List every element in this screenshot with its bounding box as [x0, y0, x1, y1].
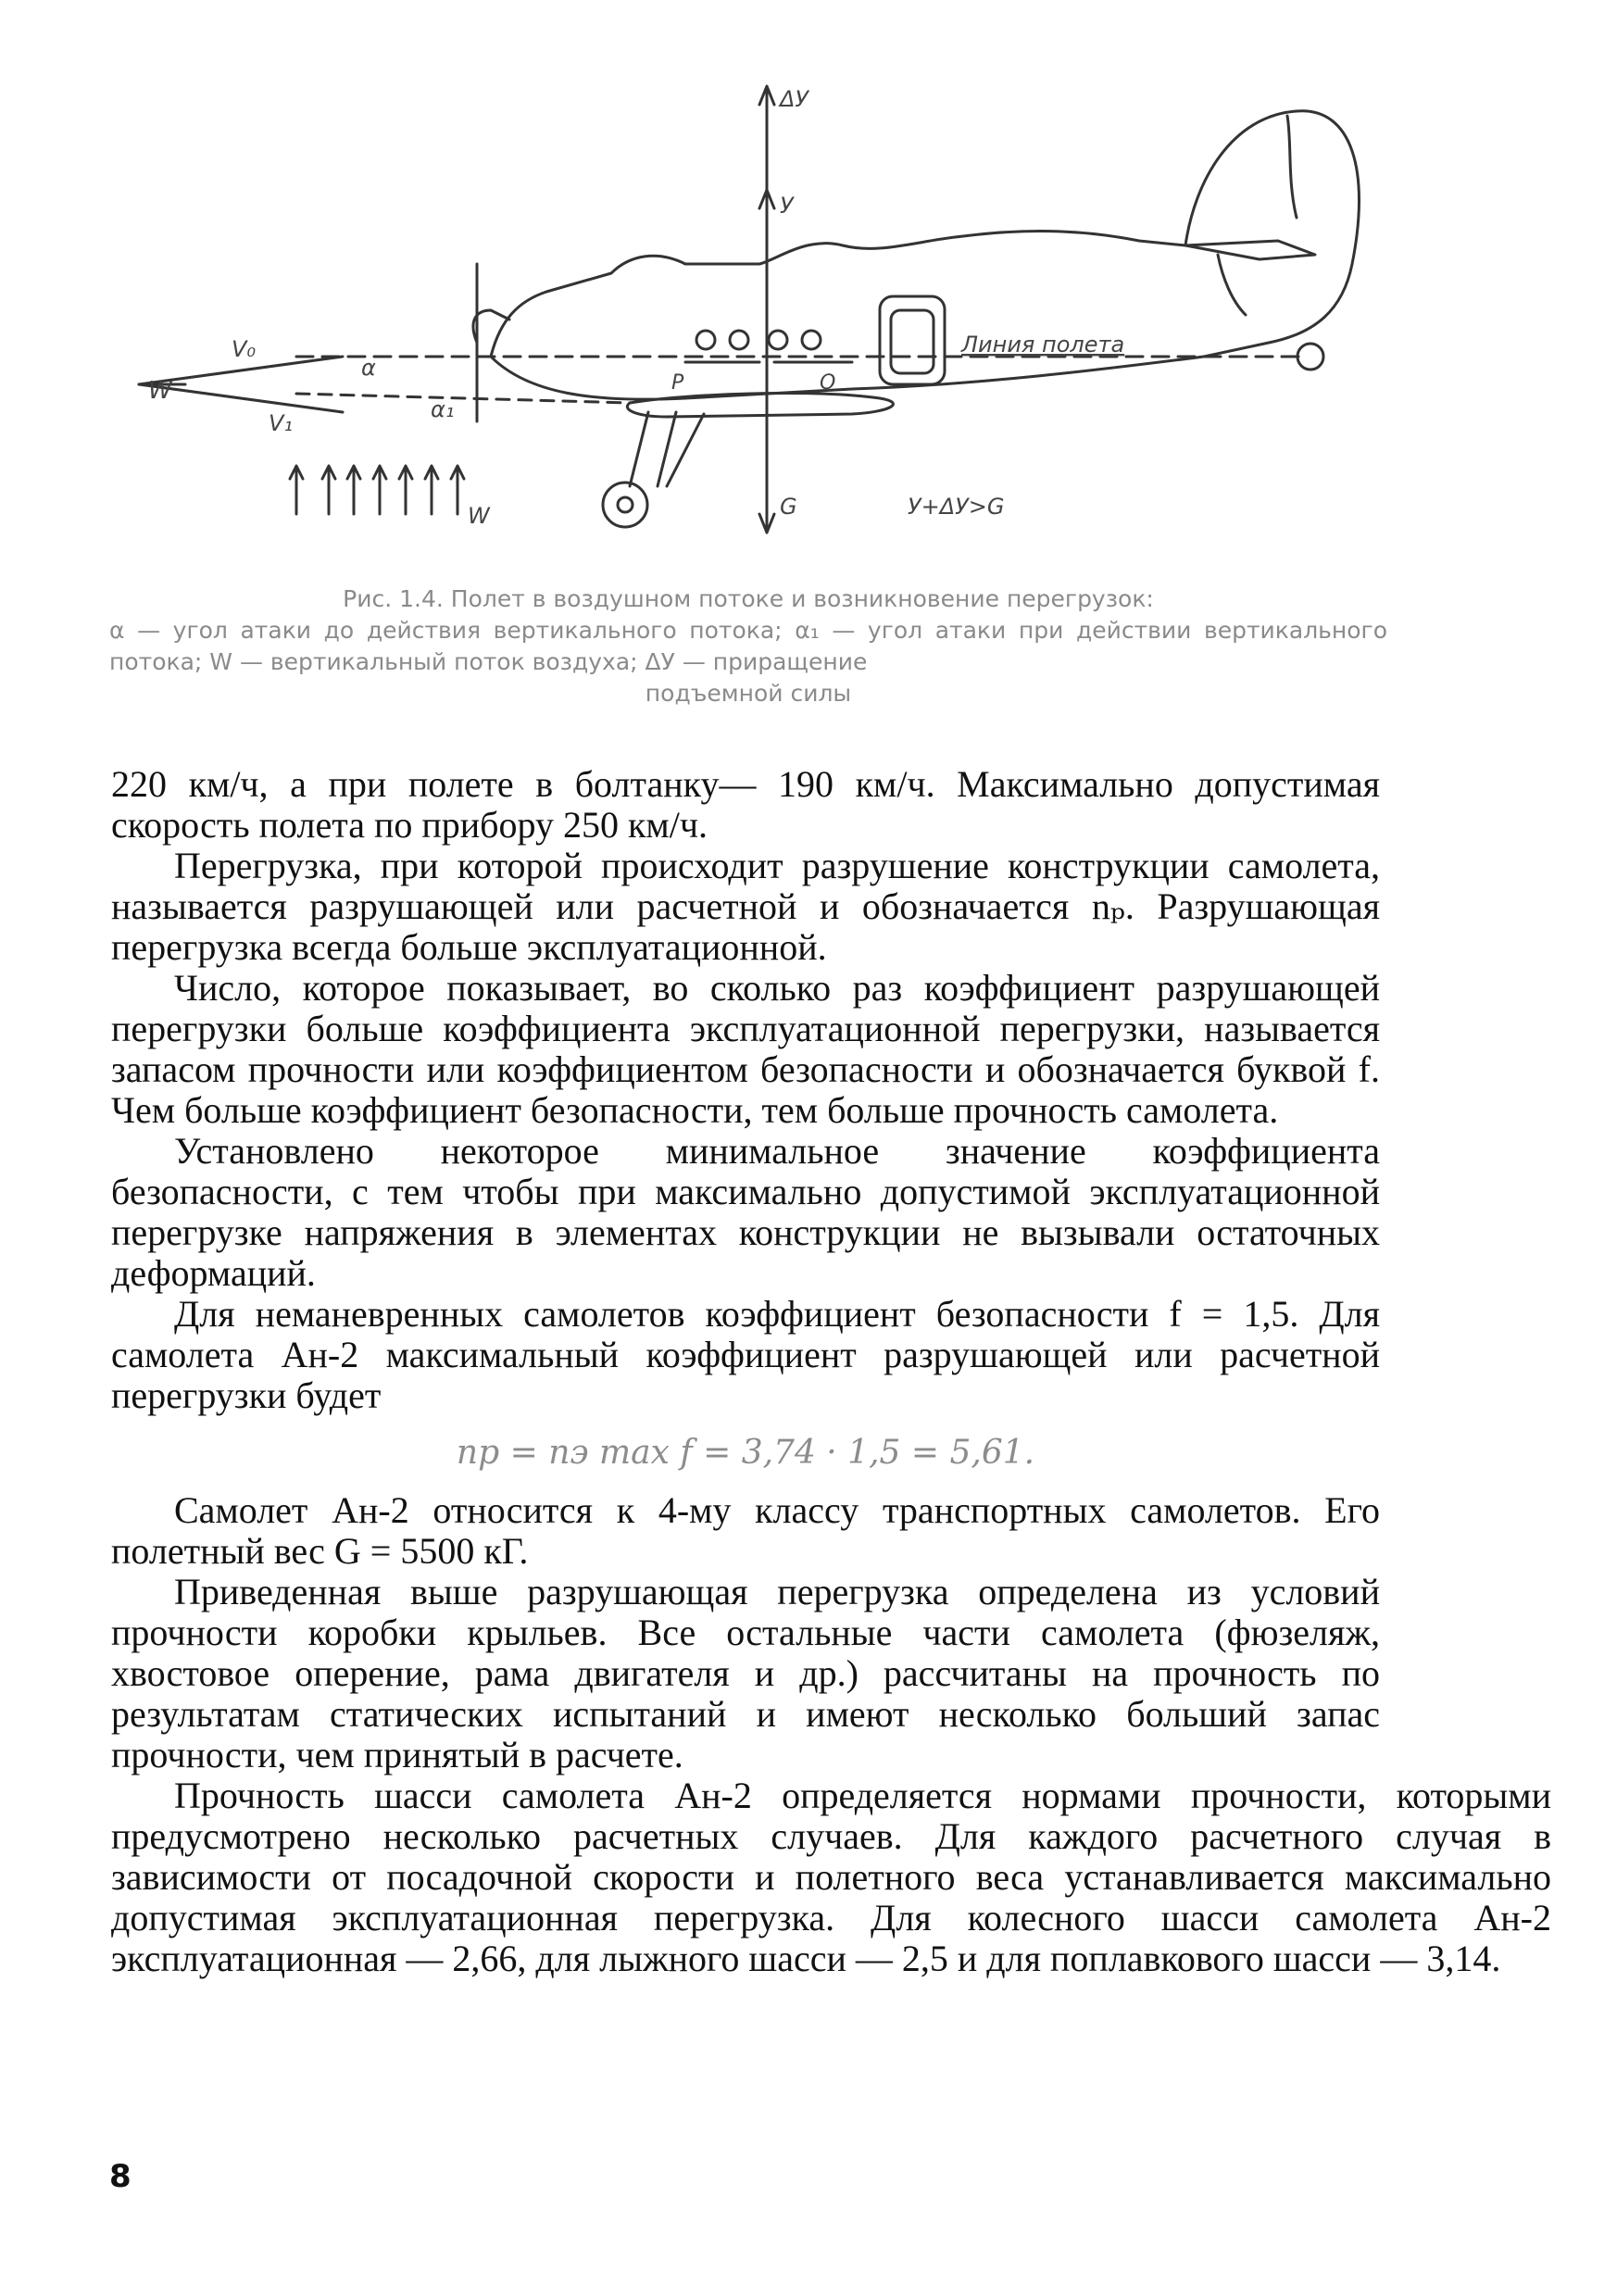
- main-wheel-hub: [618, 497, 633, 512]
- window-3: [769, 331, 787, 349]
- label-p: P: [671, 371, 684, 395]
- paragraph-min-safety: Установлено некоторое минимальное значение коэффициента безопасности, с тем чтобы при максимально допустимой эксплуатационной перегрузке напряжения в элементах конструкции не вызывали остаточных деформаций.: [111, 1130, 1380, 1294]
- label-condition: У+ΔУ>G: [908, 494, 1005, 520]
- paragraph-ultimate-load: Перегрузка, при которой происходит разрушение конструкции самолета, называется разрушающей или расчетной и обозначается nₚ. Разрушающая перегрузка всегда больше эксплуатационной.: [111, 845, 1380, 968]
- paragraph-nonmaneuverable: Для неманевренных самолетов коэффициент безопасности f = 1,5. Для самолета Ан-2 максимальный коэффициент разрушающей или расчетной перегрузки будет: [111, 1293, 1380, 1416]
- caption-legend: α — угол атаки до действия вертикального потока; α₁ — угол атаки при действии вертикального потока; W — вертикальный поток воздуха; ΔУ — приращение: [109, 617, 1387, 675]
- label-alpha: α: [361, 355, 376, 381]
- label-w-left: W: [148, 377, 172, 405]
- label-g: G: [780, 494, 797, 520]
- label-alpha1: α₁: [431, 396, 455, 422]
- label-v0: V₀: [232, 336, 257, 362]
- formula: nр = nэ max f = 3,74 · 1,5 = 5,61.: [456, 1434, 1035, 1472]
- figure-airplane: [111, 79, 1408, 579]
- door-window: [891, 310, 934, 373]
- label-y: У: [780, 193, 794, 219]
- lower-wing: [627, 394, 893, 417]
- caption-legend-end: подъемной силы: [645, 680, 852, 707]
- label-w-bottom: W: [468, 503, 490, 529]
- label-q: Q: [820, 371, 836, 395]
- window-1: [696, 331, 715, 349]
- paragraph-speed: 220 км/ч, а при полете в болтанку— 190 км/ч. Максимально допустимая скорость полета по прибору 250 км/ч.: [111, 763, 1380, 846]
- figure-caption: [109, 583, 1387, 709]
- airplane-diagram: [111, 79, 1408, 579]
- label-flight-line: Линия полета: [961, 332, 1125, 358]
- body-text: [111, 763, 1551, 1979]
- label-delta-y: ΔУ: [780, 86, 809, 112]
- page-number: 8: [109, 2158, 132, 2195]
- stabilizer: [1185, 241, 1315, 259]
- window-4: [802, 331, 821, 349]
- paragraph-class: Самолет Ан-2 относится к 4-му классу транспортных самолетов. Его полетный вес G = 5500 кГ.: [111, 1489, 1380, 1572]
- paragraph-wing-box: Приведенная выше разрушающая перегрузка определена из условий прочности коробки крыльев. Все остальные части самолета (фюзеляж, хвостовое оперение, рама двигателя и др.) рассчитаны на прочность по результатам статических испытаний и имеют несколько больший запас прочности, чем принятый в расчете.: [111, 1571, 1380, 1775]
- gear-struts: [630, 412, 704, 486]
- label-v1: V₁: [269, 410, 294, 436]
- tail-wheel: [1297, 344, 1323, 370]
- paragraph-landing-gear: Прочность шасси самолета Ан-2 определяется нормами прочности, которыми предусмотрено несколько расчетных случаев. Для каждого расчетного случая в зависимости от посадочной скорости и полетного веса устанавливается максимально допустимая эксплуатационная перегрузка. Для колесного шасси самолета Ан-2 эксплуатационная — 2,66, для лыжного шасси — 2,5 и для поплавкового шасси — 3,14.: [111, 1775, 1551, 1979]
- paragraph-safety-factor: Число, которое показывает, во сколько раз коэффициент разрушающей перегрузки больше коэффициента эксплуатационной перегрузки, называется запасом прочности или коэффициентом безопасности и обозначается буквой f. Чем больше коэффициент безопасности, тем больше прочность самолета.: [111, 967, 1380, 1131]
- tail-strut: [1218, 255, 1246, 315]
- caption-title: Рис. 1.4. Полет в воздушном потоке и возникновение перегрузок:: [343, 585, 1154, 612]
- main-wheel: [603, 483, 647, 527]
- rudder-line: [1287, 116, 1297, 218]
- window-2: [730, 331, 748, 349]
- updraft-arrows: [290, 466, 464, 514]
